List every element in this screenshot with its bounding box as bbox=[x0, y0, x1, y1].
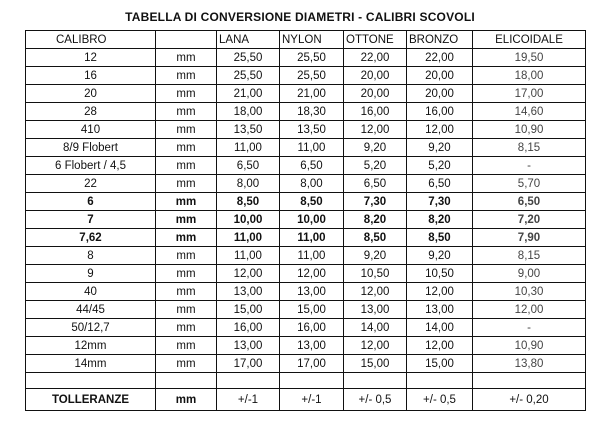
cell-calibro: 28 bbox=[26, 103, 156, 121]
cell-calibro: 16 bbox=[26, 67, 156, 85]
cell-elicoidale: 14,60 bbox=[473, 103, 586, 121]
cell-ottone: 14,00 bbox=[344, 319, 407, 337]
tolerance-lana: +/-1 bbox=[217, 389, 280, 411]
cell-lana: 13,00 bbox=[217, 337, 280, 355]
cell-elicoidale: 10,30 bbox=[473, 283, 586, 301]
cell-lana: 11,00 bbox=[217, 247, 280, 265]
table-row bbox=[26, 67, 586, 85]
cell-lana: 21,00 bbox=[217, 85, 280, 103]
cell-elicoidale: 19,50 bbox=[473, 49, 586, 67]
cell-unit: mm bbox=[156, 247, 217, 265]
cell-nylon: 11,00 bbox=[280, 139, 344, 157]
cell-calibro: 8 bbox=[26, 247, 156, 265]
cell-nylon: 21,00 bbox=[280, 85, 344, 103]
cell-bronzo: 16,00 bbox=[407, 103, 473, 121]
tolerance-unit: mm bbox=[156, 389, 217, 411]
blank-cell bbox=[407, 373, 473, 389]
cell-lana: 13,50 bbox=[217, 121, 280, 139]
cell-ottone: 22,00 bbox=[344, 49, 407, 67]
cell-lana: 8,00 bbox=[217, 175, 280, 193]
cell-lana: 25,50 bbox=[217, 49, 280, 67]
cell-ottone: 7,30 bbox=[344, 193, 407, 211]
cell-ottone: 9,20 bbox=[344, 139, 407, 157]
cell-lana: 6,50 bbox=[217, 157, 280, 175]
cell-unit: mm bbox=[156, 139, 217, 157]
cell-bronzo: 10,50 bbox=[407, 265, 473, 283]
table-row bbox=[26, 85, 586, 103]
cell-ottone: 8,50 bbox=[344, 229, 407, 247]
cell-elicoidale: - bbox=[473, 319, 586, 337]
cell-lana: 16,00 bbox=[217, 319, 280, 337]
cell-calibro: 6 bbox=[26, 193, 156, 211]
tolerance-label: TOLLERANZE bbox=[26, 389, 156, 411]
table-row bbox=[26, 175, 586, 193]
cell-ottone: 20,00 bbox=[344, 67, 407, 85]
cell-elicoidale: 13,80 bbox=[473, 355, 586, 373]
cell-lana: 13,00 bbox=[217, 283, 280, 301]
cell-elicoidale: 18,00 bbox=[473, 67, 586, 85]
cell-elicoidale: 17,00 bbox=[473, 85, 586, 103]
cell-bronzo: 5,20 bbox=[407, 157, 473, 175]
header-ottone: OTTONE bbox=[344, 31, 407, 49]
cell-ottone: 6,50 bbox=[344, 175, 407, 193]
table-row bbox=[26, 283, 586, 301]
cell-lana: 10,00 bbox=[217, 211, 280, 229]
header-unit bbox=[156, 31, 217, 49]
cell-unit: mm bbox=[156, 157, 217, 175]
cell-elicoidale: 7,90 bbox=[473, 229, 586, 247]
cell-calibro: 8/9 Flobert bbox=[26, 139, 156, 157]
cell-elicoidale: 5,70 bbox=[473, 175, 586, 193]
blank-cell bbox=[280, 373, 344, 389]
cell-bronzo: 13,00 bbox=[407, 301, 473, 319]
cell-nylon: 12,00 bbox=[280, 265, 344, 283]
cell-calibro: 7 bbox=[26, 211, 156, 229]
blank-cell bbox=[217, 373, 280, 389]
cell-elicoidale: 7,20 bbox=[473, 211, 586, 229]
header-bronzo: BRONZO bbox=[407, 31, 473, 49]
tolerance-elicoidale: +/- 0,20 bbox=[473, 389, 586, 411]
cell-elicoidale: 6,50 bbox=[473, 193, 586, 211]
cell-ottone: 8,20 bbox=[344, 211, 407, 229]
cell-lana: 25,50 bbox=[217, 67, 280, 85]
header-elicoidale: ELICOIDALE bbox=[473, 31, 586, 49]
cell-lana: 11,00 bbox=[217, 139, 280, 157]
cell-calibro: 22 bbox=[26, 175, 156, 193]
cell-nylon: 17,00 bbox=[280, 355, 344, 373]
cell-unit: mm bbox=[156, 301, 217, 319]
cell-bronzo: 8,20 bbox=[407, 211, 473, 229]
table-row bbox=[26, 247, 586, 265]
cell-nylon: 13,50 bbox=[280, 121, 344, 139]
table-row bbox=[26, 193, 586, 211]
header-row bbox=[26, 31, 586, 49]
cell-bronzo: 8,50 bbox=[407, 229, 473, 247]
cell-calibro: 14mm bbox=[26, 355, 156, 373]
cell-bronzo: 20,00 bbox=[407, 67, 473, 85]
cell-nylon: 18,30 bbox=[280, 103, 344, 121]
conversion-table bbox=[25, 30, 586, 411]
cell-lana: 12,00 bbox=[217, 265, 280, 283]
cell-calibro: 12mm bbox=[26, 337, 156, 355]
header-lana: LANA bbox=[217, 31, 280, 49]
table-row bbox=[26, 139, 586, 157]
cell-unit: mm bbox=[156, 121, 217, 139]
cell-unit: mm bbox=[156, 85, 217, 103]
cell-ottone: 12,00 bbox=[344, 283, 407, 301]
table-row bbox=[26, 355, 586, 373]
cell-nylon: 11,00 bbox=[280, 229, 344, 247]
tolerance-ottone: +/- 0,5 bbox=[344, 389, 407, 411]
cell-bronzo: 15,00 bbox=[407, 355, 473, 373]
cell-calibro: 20 bbox=[26, 85, 156, 103]
cell-elicoidale: 12,00 bbox=[473, 301, 586, 319]
cell-ottone: 5,20 bbox=[344, 157, 407, 175]
cell-unit: mm bbox=[156, 49, 217, 67]
header-calibro: CALIBRO bbox=[26, 31, 156, 49]
cell-lana: 18,00 bbox=[217, 103, 280, 121]
cell-calibro: 44/45 bbox=[26, 301, 156, 319]
cell-calibro: 410 bbox=[26, 121, 156, 139]
cell-bronzo: 22,00 bbox=[407, 49, 473, 67]
cell-ottone: 12,00 bbox=[344, 337, 407, 355]
blank-cell bbox=[26, 373, 156, 389]
cell-calibro: 12 bbox=[26, 49, 156, 67]
table-row bbox=[26, 103, 586, 121]
table-row bbox=[26, 211, 586, 229]
cell-bronzo: 9,20 bbox=[407, 139, 473, 157]
cell-nylon: 6,50 bbox=[280, 157, 344, 175]
cell-ottone: 13,00 bbox=[344, 301, 407, 319]
cell-unit: mm bbox=[156, 103, 217, 121]
cell-unit: mm bbox=[156, 67, 217, 85]
tolerance-bronzo: +/- 0,5 bbox=[407, 389, 473, 411]
cell-calibro: 7,62 bbox=[26, 229, 156, 247]
cell-bronzo: 7,30 bbox=[407, 193, 473, 211]
cell-ottone: 12,00 bbox=[344, 121, 407, 139]
blank-cell bbox=[473, 373, 586, 389]
page-title: TABELLA DI CONVERSIONE DIAMETRI - CALIBRI SCOVOLI bbox=[125, 10, 475, 24]
cell-ottone: 9,20 bbox=[344, 247, 407, 265]
cell-unit: mm bbox=[156, 265, 217, 283]
table-row bbox=[26, 337, 586, 355]
blank-cell bbox=[156, 373, 217, 389]
cell-elicoidale: 9,00 bbox=[473, 265, 586, 283]
cell-unit: mm bbox=[156, 283, 217, 301]
cell-bronzo: 20,00 bbox=[407, 85, 473, 103]
cell-nylon: 8,00 bbox=[280, 175, 344, 193]
cell-lana: 15,00 bbox=[217, 301, 280, 319]
cell-lana: 17,00 bbox=[217, 355, 280, 373]
cell-bronzo: 12,00 bbox=[407, 121, 473, 139]
table-row bbox=[26, 157, 586, 175]
cell-nylon: 10,00 bbox=[280, 211, 344, 229]
table-row bbox=[26, 265, 586, 283]
table-body bbox=[26, 31, 586, 411]
cell-unit: mm bbox=[156, 175, 217, 193]
cell-elicoidale: 10,90 bbox=[473, 121, 586, 139]
cell-ottone: 16,00 bbox=[344, 103, 407, 121]
cell-unit: mm bbox=[156, 229, 217, 247]
cell-nylon: 16,00 bbox=[280, 319, 344, 337]
cell-nylon: 15,00 bbox=[280, 301, 344, 319]
cell-calibro: 50/12,7 bbox=[26, 319, 156, 337]
header-nylon: NYLON bbox=[280, 31, 344, 49]
cell-calibro: 9 bbox=[26, 265, 156, 283]
cell-unit: mm bbox=[156, 193, 217, 211]
cell-bronzo: 6,50 bbox=[407, 175, 473, 193]
cell-elicoidale: - bbox=[473, 157, 586, 175]
cell-unit: mm bbox=[156, 355, 217, 373]
cell-bronzo: 12,00 bbox=[407, 337, 473, 355]
cell-nylon: 11,00 bbox=[280, 247, 344, 265]
blank-row bbox=[26, 373, 586, 389]
table-row bbox=[26, 121, 586, 139]
cell-ottone: 15,00 bbox=[344, 355, 407, 373]
cell-ottone: 20,00 bbox=[344, 85, 407, 103]
tolerance-row bbox=[26, 389, 586, 411]
cell-nylon: 13,00 bbox=[280, 337, 344, 355]
cell-bronzo: 9,20 bbox=[407, 247, 473, 265]
cell-unit: mm bbox=[156, 319, 217, 337]
cell-lana: 11,00 bbox=[217, 229, 280, 247]
cell-elicoidale: 8,15 bbox=[473, 139, 586, 157]
cell-bronzo: 14,00 bbox=[407, 319, 473, 337]
table-row bbox=[26, 319, 586, 337]
table-row bbox=[26, 229, 586, 247]
table-row bbox=[26, 301, 586, 319]
cell-nylon: 8,50 bbox=[280, 193, 344, 211]
cell-lana: 8,50 bbox=[217, 193, 280, 211]
cell-elicoidale: 8,15 bbox=[473, 247, 586, 265]
cell-nylon: 13,00 bbox=[280, 283, 344, 301]
cell-unit: mm bbox=[156, 211, 217, 229]
table-row bbox=[26, 49, 586, 67]
tolerance-nylon: +/-1 bbox=[280, 389, 344, 411]
cell-unit: mm bbox=[156, 337, 217, 355]
cell-elicoidale: 10,90 bbox=[473, 337, 586, 355]
cell-nylon: 25,50 bbox=[280, 67, 344, 85]
cell-calibro: 40 bbox=[26, 283, 156, 301]
cell-ottone: 10,50 bbox=[344, 265, 407, 283]
cell-bronzo: 12,00 bbox=[407, 283, 473, 301]
cell-calibro: 6 Flobert / 4,5 bbox=[26, 157, 156, 175]
cell-nylon: 25,50 bbox=[280, 49, 344, 67]
blank-cell bbox=[344, 373, 407, 389]
